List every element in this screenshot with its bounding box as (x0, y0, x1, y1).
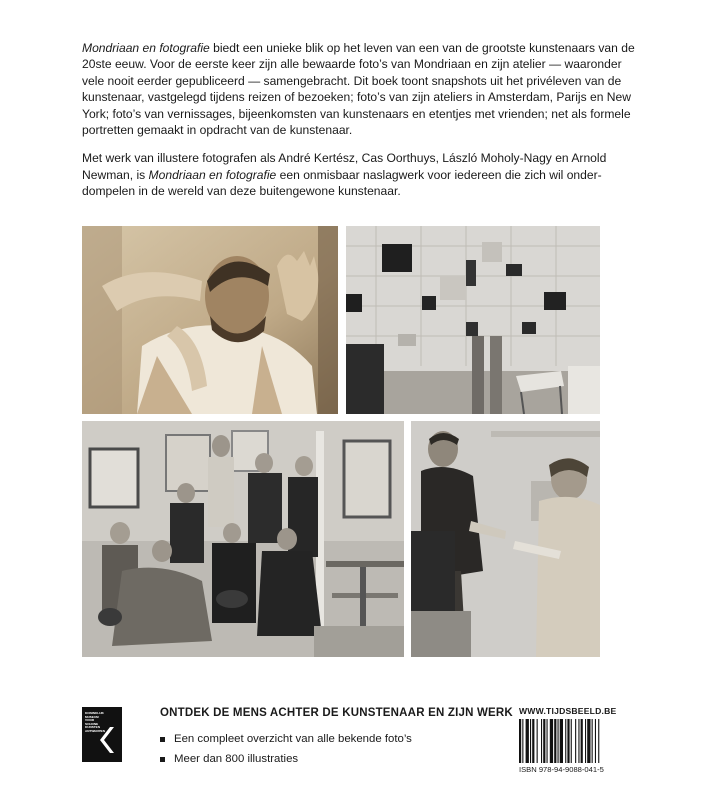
back-cover-blurb (82, 40, 642, 212)
blurb-paragraph-2 (82, 150, 642, 199)
blurb-paragraph-2-text-a: Met werk van illustere fotografen als André Kertész, Cas Oorthuys, László Moholy-Nagy en Arnold Newman, is (82, 151, 607, 182)
feature-bullet-text: Een compleet overzicht van alle bekende foto’s (174, 733, 412, 745)
blurb-paragraph-1-text: biedt een unieke blik op het leven van een van de grootste kunstenaars van de 20ste eeuw. Voor de eerste keer zijn alle bewaarde foto’s van Mondriaan en zijn atelier — waaronder vele nooit eerder gepubliceerd — samengebracht. Dit boek toont snapshots uit het privéleven van de kunstenaar, vastgelegd tijdens reizen of bezoeken; foto’s van zijn ateliers in Amsterdam, Parijs en New York; foto’s van vernissages, bijeenkomsten van kunstenaars en etentjes met vrienden; net als formele portretten gemaakt in opdracht van de kunstenaar. (82, 41, 635, 138)
book-title-italic: Mondriaan en fotografie (82, 41, 210, 55)
barcode-block (519, 706, 631, 774)
book-title-italic: Mondriaan en fotografie (148, 167, 277, 182)
isbn-number: ISBN 978-94-9088-041-5 (519, 765, 604, 774)
feature-bullet (160, 729, 412, 749)
photo-atelier-grid (346, 226, 600, 414)
feature-bullet (160, 749, 412, 769)
photo-two-people-prints (411, 421, 600, 657)
blurb-paragraph-1 (82, 40, 642, 138)
feature-bullet-list (160, 729, 412, 769)
blurb-paragraph-2-text-b: een onmisbaar naslagwerk voor iedereen die zich wil onder-dompelen in de wereld van deze buitengewone kunstenaar. (82, 167, 602, 199)
photo-group-gathering (82, 421, 404, 657)
publisher-logo (82, 707, 122, 762)
feature-bullet-text: Meer dan 800 illustraties (174, 753, 299, 765)
publisher-logo-text: KONINKLIJK MUSEUM VOOR SCHONE KUNSTEN ANTWERPEN (85, 711, 105, 733)
barcode-icon (519, 719, 631, 763)
square-bullet-icon (160, 737, 165, 742)
square-bullet-icon (160, 757, 165, 762)
publisher-url: WWW.TIJDSBEELD.BE (519, 706, 617, 716)
tagline-heading: ONTDEK DE MENS ACHTER DE KUNSTENAAR EN ZIJN WERK (160, 707, 513, 719)
photo-portrait-sepia (82, 226, 338, 414)
